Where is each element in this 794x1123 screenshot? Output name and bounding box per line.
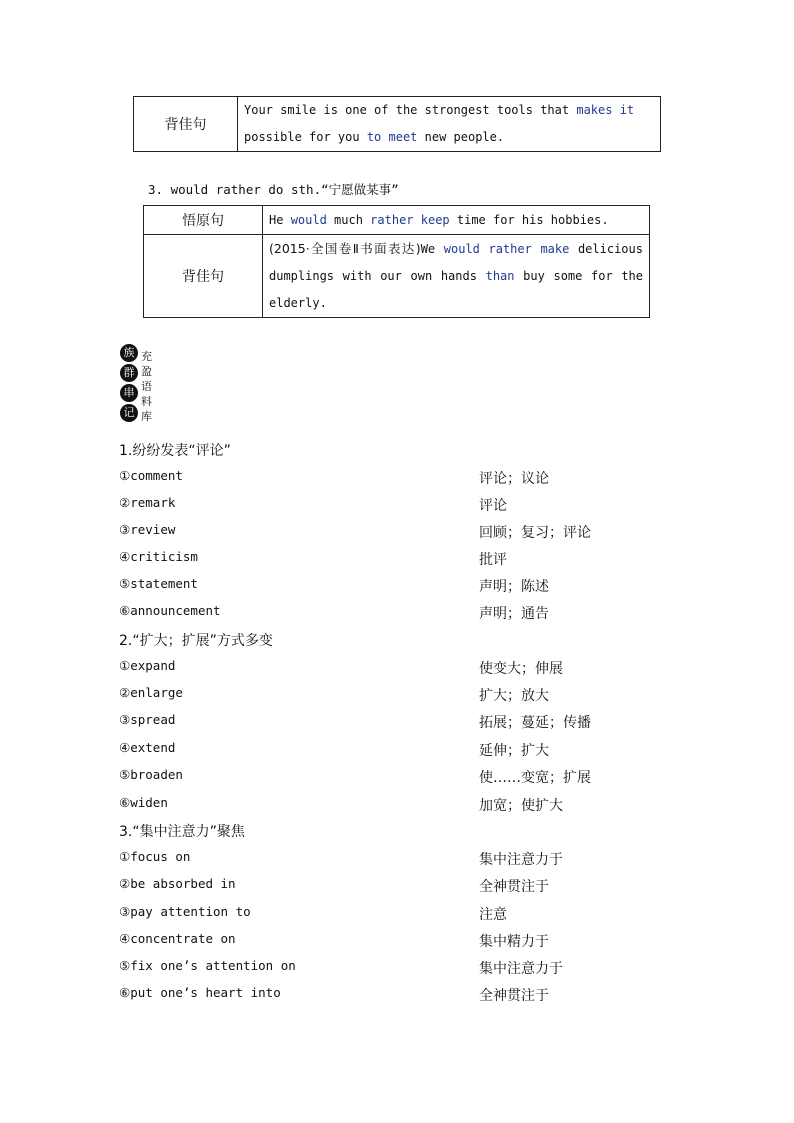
item-meaning: 使……变宽；扩展: [479, 770, 591, 786]
item-number: ④: [119, 931, 131, 946]
logo-circle: 群: [120, 364, 138, 382]
item-meaning: 拓展；蔓延；传播: [479, 715, 591, 731]
logo-side-char: 语: [141, 380, 152, 393]
list-item: [119, 576, 679, 598]
logo-side-char: 库: [141, 410, 152, 423]
text-part: time for his hobbies.: [449, 212, 609, 227]
item-meaning: 声明；陈述: [479, 579, 549, 595]
item-number: ③: [119, 522, 131, 537]
item-number: ⑤: [119, 958, 131, 973]
list-item: [119, 740, 679, 762]
item-meaning: 评论: [479, 498, 507, 514]
item-number: ⑤: [119, 767, 131, 782]
item-term: criticism: [130, 549, 198, 564]
list-item: [119, 495, 679, 517]
item-term: focus on: [130, 849, 191, 864]
item-term: spread: [130, 712, 176, 727]
list-item: [119, 658, 679, 680]
item-term: remark: [130, 495, 176, 510]
text-part: He: [269, 212, 291, 227]
list-item: [119, 904, 679, 926]
table2-row2-label: 背佳句: [144, 235, 263, 318]
highlight-phrase: would rather make: [443, 242, 570, 256]
logo-side-char: 盈: [141, 365, 152, 378]
item-meaning: 使变大；伸展: [479, 661, 563, 677]
logo-circle: 串: [120, 384, 138, 402]
table2-row1-label: 悟原句: [144, 206, 263, 235]
list-item: [119, 549, 679, 571]
list-item: [119, 958, 679, 980]
list-item: [119, 468, 679, 490]
item-meaning: 集中注意力于: [479, 961, 563, 977]
item-number: ④: [119, 549, 131, 564]
source-note: (2015·全国卷Ⅱ书面表达): [269, 241, 421, 256]
item-term: comment: [130, 468, 183, 483]
table1-sentence: [238, 97, 661, 152]
item-number: ②: [119, 685, 131, 700]
list-item: [119, 849, 679, 871]
logo-side-char: 料: [141, 395, 152, 408]
example-table-1: [133, 96, 661, 152]
item-meaning: 加宽；使扩大: [479, 798, 563, 814]
item-number: ①: [119, 849, 131, 864]
text-part: new people.: [417, 130, 505, 144]
item-term: expand: [130, 658, 176, 673]
table2-row1-sentence: [263, 206, 650, 235]
item-meaning: 集中精力于: [479, 934, 549, 950]
highlight-phrase: rather keep: [370, 212, 450, 227]
text-part: We: [420, 242, 444, 256]
item-term: fix one’s attention on: [130, 958, 296, 973]
table2-row2-sentence: [263, 235, 650, 318]
list-item: [119, 767, 679, 789]
text-part: possible for you: [244, 130, 367, 144]
item-meaning: 集中注意力于: [479, 852, 563, 868]
item-number: ⑤: [119, 576, 131, 591]
logo-circle: 记: [120, 404, 138, 422]
list-item: [119, 685, 679, 707]
item-term: statement: [130, 576, 198, 591]
highlight-phrase: makes it: [576, 103, 635, 117]
item-meaning: 延伸；扩大: [479, 743, 549, 759]
highlight-phrase: than: [485, 269, 515, 283]
item-meaning: 全神贯注于: [479, 988, 549, 1004]
item-term: enlarge: [130, 685, 183, 700]
item-term: put one’s heart into: [130, 985, 281, 1000]
item-number: ③: [119, 904, 131, 919]
highlight-phrase: would: [290, 212, 327, 227]
item-meaning: 全神贯注于: [479, 879, 549, 895]
item-number: ①: [119, 658, 131, 673]
list-item: [119, 712, 679, 734]
list-item: [119, 985, 679, 1007]
item-number: ①: [119, 468, 131, 483]
logo-circle: 族: [120, 344, 138, 362]
item-number: ⑥: [119, 985, 131, 1000]
item-term: pay attention to: [130, 904, 251, 919]
table1-label: 背佳句: [134, 97, 238, 152]
list-item: [119, 931, 679, 953]
text-part: delicious dumplings with our own hands: [269, 242, 643, 283]
group-title: 1.纷纷发表“评论”: [119, 443, 231, 459]
group-title: 3.“集中注意力”聚焦: [119, 824, 245, 840]
list-item: [119, 603, 679, 625]
text-part: much: [326, 212, 371, 227]
highlight-phrase: to meet: [366, 130, 418, 144]
item-number: ⑥: [119, 795, 131, 810]
item-number: ②: [119, 876, 131, 891]
text-part: buy some for the elderly.: [269, 269, 644, 310]
item-term: be absorbed in: [130, 876, 236, 891]
item-term: widen: [130, 795, 168, 810]
text-part: Your smile is one of the strongest tools that: [244, 103, 577, 117]
list-item: [119, 795, 679, 817]
section-heading-would-rather: 3. would rather do sth.“宁愿做某事”: [148, 182, 399, 197]
example-table-2: [143, 205, 650, 318]
item-meaning: 批评: [479, 552, 507, 568]
item-meaning: 评论；议论: [479, 471, 549, 487]
item-number: ④: [119, 740, 131, 755]
item-meaning: 注意: [479, 907, 507, 923]
item-term: broaden: [130, 767, 183, 782]
item-number: ②: [119, 495, 131, 510]
item-term: concentrate on: [130, 931, 236, 946]
item-meaning: 回顾；复习；评论: [479, 525, 591, 541]
item-number: ③: [119, 712, 131, 727]
logo-side-char: 充: [141, 350, 152, 363]
item-number: ⑥: [119, 603, 131, 618]
item-meaning: 声明；通告: [479, 606, 549, 622]
list-item: [119, 522, 679, 544]
item-term: review: [130, 522, 176, 537]
item-meaning: 扩大；放大: [479, 688, 549, 704]
item-term: announcement: [130, 603, 221, 618]
list-item: [119, 876, 679, 898]
item-term: extend: [130, 740, 176, 755]
section-logo: [120, 344, 160, 426]
group-title: 2.“扩大；扩展”方式多变: [119, 633, 273, 649]
